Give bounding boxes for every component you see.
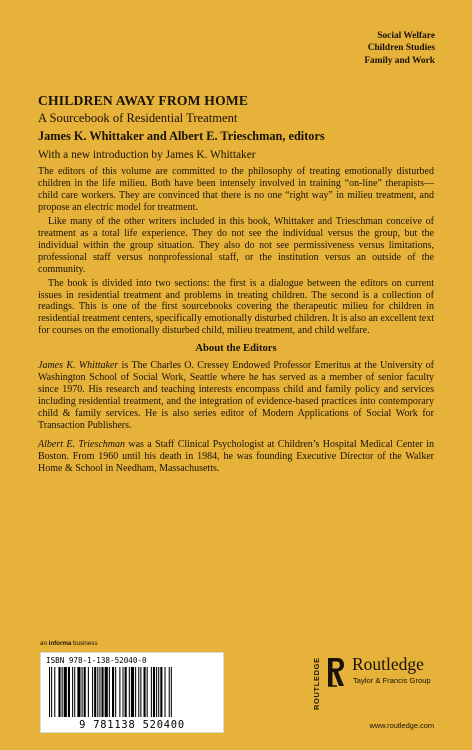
barcode-bar [88,667,89,717]
editor-bio-text: was a Staff Clinical Psychologist at Children’s Hospital Medical Center in Boston. From 1960 until his death in 1984, he was founding Executive Director of the Walker Home & School in Needham, Massachusetts. [38,439,434,474]
barcode-bar [72,667,73,717]
publisher-name: Routledge [352,654,424,674]
barcode-bar [102,667,104,717]
barcode-bar [156,667,157,717]
barcode-bar [158,667,159,717]
barcode-bar [62,667,63,717]
barcode-bar [131,667,134,717]
editor-name: James K. Whittaker [38,360,119,372]
barcode-bar [125,667,127,717]
blurb-paragraph: The book is divided into two sections: the first is a dialogue between the editors on current issues in residential treatment and problems in treating children. The second is a collection of readings. This is one of the first sourcebooks covering the therapeutic milieu for children in residential treatment centers, specifically emotionally disturbed children. It is also an excellent text for courses on the emotionally disturbed child, milieu treatment, and child welfare. [38,277,434,337]
routledge-logo-icon [325,656,347,688]
editor-bio-text: is The Charles O. Cressey Endowed Professor Emeritus at the University of Washington School of Social Work, Seattle where he has served as a member of senior faculty since 1970. His research and teaching interests encompass child and family policy and services including residential treatment, and the integration of evidence-based practices into contemporary child & family services. He is also series editor of Modern Applications of Social Work for Transaction Publishers. [38,360,434,432]
barcode-graphic [49,667,217,717]
barcode-bar [153,667,155,717]
isbn-label: ISBN 978-1-138-52040-0 [46,656,147,665]
barcode-bar [112,667,114,717]
barcode-bar [115,667,116,717]
isbn-barcode [40,652,224,733]
barcode-bar [84,667,86,717]
barcode-bar [97,667,98,717]
back-cover-blurb [38,166,434,482]
book-subtitle: A Sourcebook of Residential Treatment [38,111,238,125]
barcode-bar [165,667,166,717]
barcode-bars [49,667,217,717]
book-editors: James K. Whittaker and Albert E. Trieschman, editors [38,129,325,143]
barcode-bar [82,667,83,717]
editor-bio [38,439,434,475]
barcode-bar [92,667,93,717]
barcode-bar [129,667,130,717]
routledge-vertical-imprint: ROUTLEDGE [312,657,321,710]
barcode-bar [49,667,50,717]
barcode-bar [151,667,152,717]
barcode-bar [54,667,55,717]
barcode-bar [140,667,141,717]
barcode-bar [64,667,67,717]
informa-business-label: an informa business [40,640,98,647]
barcode-bar [138,667,139,717]
barcode-bar [147,667,148,717]
informa-brand: informa [48,640,72,647]
barcode-bar [68,667,70,717]
editor-bio [38,360,434,432]
barcode-bar [74,667,75,717]
title-block [38,93,438,162]
barcode-bar [119,667,120,717]
barcode-bar [105,667,108,717]
barcode-bar [51,667,52,717]
barcode-bar [171,667,172,717]
subject-line: Children Studies [367,43,435,54]
barcode-bar [109,667,110,717]
barcode-bar [94,667,96,717]
barcode-bar [123,667,124,717]
subject-categories [364,30,435,67]
book-title: CHILDREN AWAY FROM HOME [38,93,249,108]
introduction-credit: With a new introduction by James K. Whittaker [38,149,256,161]
barcode-bar [77,667,80,717]
barcode-number: 9 781138 520400 [79,719,185,731]
subject-line: Family and Work [364,55,435,66]
barcode-bar [135,667,136,717]
publisher-url: www.routledge.com [369,721,434,730]
barcode-bar [160,667,162,717]
barcode-bar [169,667,170,717]
barcode-bar [99,667,100,717]
publisher-group: Taylor & Francis Group [353,676,431,685]
barcode-bar [144,667,146,717]
barcode-bar [58,667,60,717]
editor-name: Albert E. Trieschman [38,439,125,451]
about-editors-heading: About the Editors [195,343,277,355]
subject-line: Social Welfare [377,31,435,41]
blurb-paragraph: The editors of this volume are committed to the philosophy of treating emotionally disturbed children in the life milieu. Both have been intensely involved in training “on-line” therapists—child care workers. They are convinced that there is no one “right way” in milieu treatment, and propose an electric model for treatment. [38,166,434,213]
blurb-paragraph: Like many of the other writers included in this book, Whittaker and Trieschman conceive of treatment as a total life experience. They do not see the individual versus the group, but the individual within the group situation. They also do not see permissiveness versus limitations, professional staff versus nonprofessional staff, or the institution versus an outside of the community. [38,215,434,275]
